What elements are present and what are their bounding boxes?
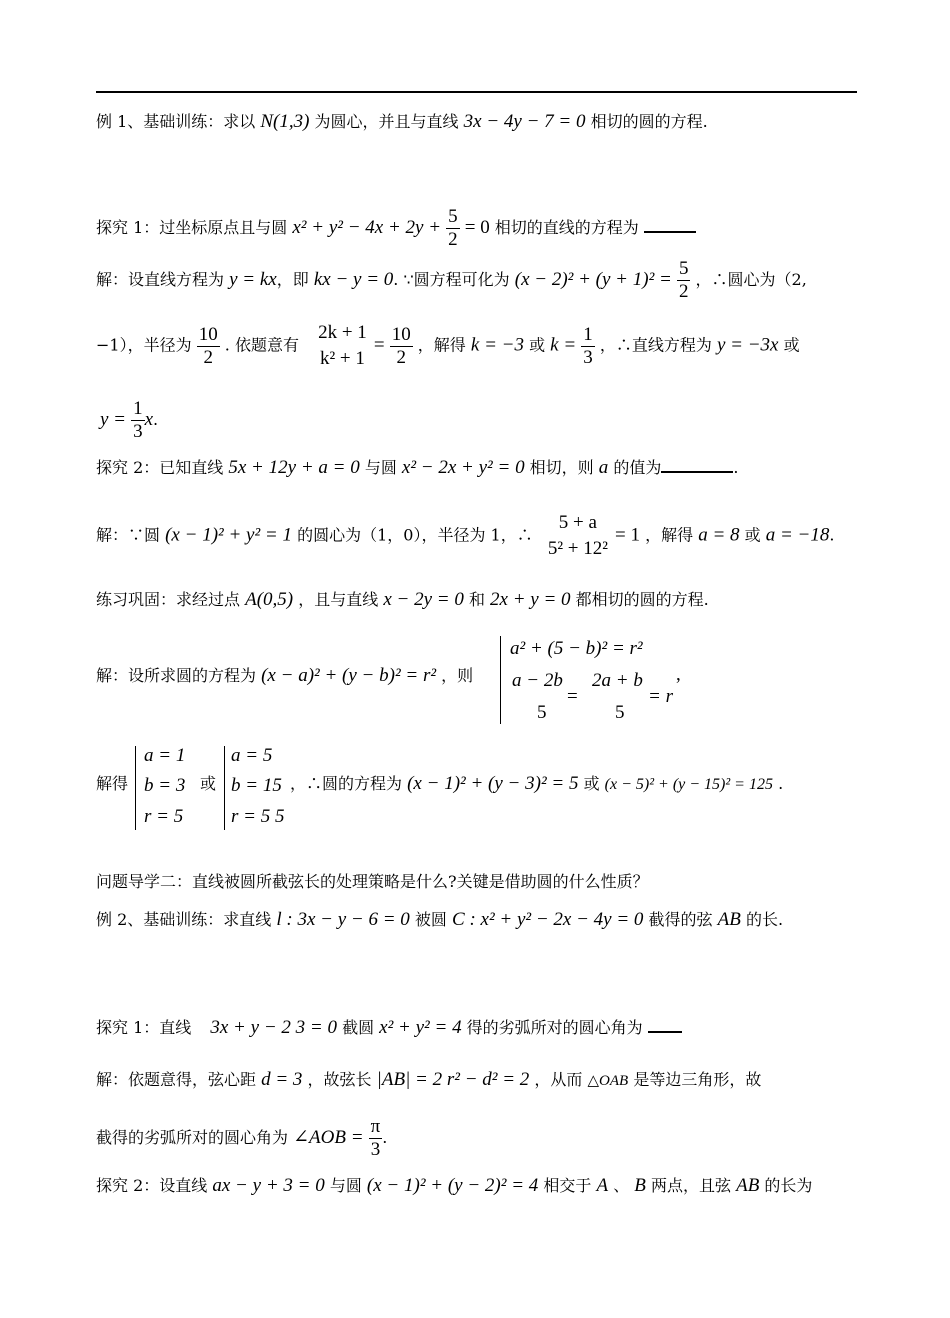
pr-s2b: b = 15 (231, 775, 282, 796)
t1-circle: x² + y² − 4x + 2y + (292, 217, 442, 238)
result-or (200, 772, 216, 796)
solution-2 (96, 512, 834, 560)
ex2-e3: AB (717, 909, 741, 930)
ex2-e2: C : x² + y² − 2x − 4y = 0 (452, 909, 644, 930)
p1-c: 和 (468, 590, 485, 609)
t4-e3: A (596, 1175, 609, 1196)
s2-b: 的圆心为（1，0），半径为 1，∴ (297, 525, 533, 545)
s2-fd: 5² + 12² (547, 538, 608, 559)
t4-d: 、 (613, 1176, 630, 1195)
ps-sys3b: 5 (615, 702, 625, 723)
s1c-dot: . (153, 410, 159, 429)
t3-c: 得的劣弧所对的圆心角为 (466, 1018, 643, 1037)
ex1-suffix: 相切的圆的方程. (590, 112, 708, 131)
s3-e2: |AB| = 2 r² − d² = 2 (376, 1069, 530, 1090)
s1c-e1: y = (100, 409, 127, 430)
t3-b: 截圆 (342, 1018, 375, 1037)
t4-f: 的长为 (764, 1176, 813, 1195)
t2-e3: a (598, 457, 609, 478)
s3-e3: △OAB (587, 1073, 629, 1089)
solution-1-line3 (100, 398, 158, 443)
pr-c: 或 (583, 774, 600, 793)
s3-b: ，故弦长 (307, 1070, 372, 1089)
t1-eq0: = 0 (464, 217, 490, 238)
pr-s2a: a = 5 (231, 745, 273, 766)
s1b-distance (316, 322, 369, 370)
ps-comma: , (676, 664, 681, 685)
answer-blank (661, 457, 733, 473)
pr-s2c: r = 5 5 (231, 806, 285, 827)
pr-s1c: r = 5 (144, 806, 184, 827)
t2-e2: x² − 2x + y² = 0 (401, 457, 525, 478)
pr-d: . (778, 774, 784, 793)
ex1-mid: 为圆心，并且与直线 (314, 112, 459, 131)
s1b-e2: k = (550, 334, 577, 356)
solution-1-line1 (96, 258, 807, 303)
t3-e2: x² + y² = 4 (379, 1017, 462, 1038)
s1b-k-den: k² + 1 (319, 348, 365, 369)
t1-fraction (446, 206, 460, 251)
s1c-fd: 3 (133, 421, 143, 442)
q2-text: 问题导学二：直线被圆所截弦长的处理策略是什么?关键是借助圆的什么性质？ (96, 872, 649, 891)
s1-fraction (677, 258, 691, 303)
result-equations (290, 772, 783, 797)
s1b-rr-den: 2 (396, 346, 406, 368)
s2-e2: a = 8 (698, 524, 740, 546)
s1b-c: ，解得 (417, 335, 466, 355)
s3b-fn: π (370, 1116, 381, 1137)
pr-e1: (x − 1)² + (y − 3)² = 5 (407, 773, 579, 794)
s2-e1: (x − 1)² + y² = 1 (165, 524, 292, 546)
p1-b: ，且与直线 (298, 590, 379, 609)
s1c-fraction (131, 398, 145, 443)
ex2-b: 被圆 (414, 910, 447, 929)
explore-4 (96, 1174, 812, 1198)
s2-e3: a = −18 (765, 524, 830, 546)
s3-e1: d = 3 (261, 1069, 303, 1090)
question-2 (96, 870, 649, 894)
t1-label: 探究 1：过坐标原点且与圆 (96, 218, 288, 237)
t4-e1: ax − y + 3 = 0 (212, 1175, 325, 1196)
p1-e3: 2x + y = 0 (490, 589, 571, 610)
s1b-d: 或 (529, 335, 546, 355)
s1b-k-frac (581, 324, 595, 369)
result-brace-2 (224, 746, 225, 830)
t2-e: . (733, 458, 739, 477)
system-brace (500, 636, 501, 724)
ex1-point: N(1,3) (260, 111, 310, 132)
p1-e1: A(0,5) (245, 589, 294, 610)
ex1-prefix: 例 1、基础训练：求以 (96, 112, 256, 131)
s1-e3: (x − 2)² + (y + 1)² = (514, 269, 672, 290)
t3-e1: 3x + y − 2 3 = 0 (210, 1017, 337, 1038)
s1b-k-num: 2k + 1 (318, 322, 367, 343)
ex2-e1: l : 3x − y − 6 = 0 (276, 909, 410, 930)
ps-sys2c: = r (648, 686, 673, 707)
s2-a: 解：∵圆 (96, 525, 161, 545)
s1b-rr-num: 10 (391, 323, 411, 345)
s3-d: 是等边三角形，故 (633, 1070, 762, 1089)
s3b-fd: 3 (370, 1139, 381, 1160)
example-1 (96, 110, 708, 134)
s2-fn: 5 + a (558, 512, 597, 533)
s2-c: ，解得 (645, 525, 694, 545)
t4-c: 相交于 (543, 1176, 592, 1195)
example-2 (96, 908, 783, 932)
s1c-e2: x (144, 409, 154, 430)
ps-sys2eq: = (567, 686, 578, 707)
ps-b: ，则 (441, 666, 474, 685)
t4-b: 与圆 (329, 1176, 362, 1195)
p1-e2: x − 2y = 0 (383, 589, 464, 610)
answer-blank (644, 217, 696, 233)
ps-sys3a: 5 (537, 702, 547, 723)
t4-e4: B (634, 1175, 646, 1196)
s1b-b: . 依题意有 (224, 335, 299, 355)
explore-3 (96, 1016, 682, 1040)
s1-c: . ∵圆方程可化为 (393, 270, 510, 289)
s1b-e1: k = −3 (470, 334, 524, 356)
t4-e: 两点，且弦 (651, 1176, 732, 1195)
explore-1 (96, 206, 696, 251)
s1-a: 解：设直线方程为 (96, 270, 225, 289)
practice-solution (96, 664, 473, 688)
pr-e2: (x − 5)² + (y − 15)² = 125 (604, 776, 773, 793)
s1b-f: 或 (783, 335, 800, 355)
answer-blank (648, 1017, 682, 1033)
s1b-a: −1），半径为 (96, 335, 192, 355)
ps-sys2a: a − 2b (512, 670, 563, 691)
ex2-c: 截得的弦 (648, 910, 713, 929)
t1-frac-den: 2 (448, 229, 458, 250)
ex2-a: 例 2、基础训练：求直线 (96, 910, 272, 929)
t2-d: 的值为 (613, 458, 662, 477)
s3b-dot: . (382, 1128, 388, 1147)
ps-sys2b: 2a + b (592, 670, 643, 691)
t4-e5: AB (736, 1175, 760, 1196)
explore-2 (96, 456, 738, 480)
s2-d: 或 (744, 525, 761, 545)
p1-a: 练习巩固：求经过点 (96, 590, 241, 609)
pr-s1b: b = 3 (144, 775, 186, 796)
s3-a: 解：依题意得，弦心距 (96, 1070, 257, 1089)
s1c-fn: 1 (133, 398, 143, 419)
s1b-e3: y = −3x (716, 334, 779, 356)
s1-b: ，即 (276, 270, 309, 289)
s1-e2: kx − y = 0 (313, 269, 394, 290)
t4-a: 探究 2：设直线 (96, 1176, 208, 1195)
p1-d: 都相切的圆的方程. (575, 590, 709, 609)
s1b-e: ，∴直线方程为 (599, 335, 712, 355)
s2-e: . (829, 525, 835, 545)
s2-fraction (546, 512, 610, 560)
s1-fd: 2 (678, 281, 689, 302)
s1-fn: 5 (678, 258, 689, 279)
t1-frac-num: 5 (448, 206, 458, 227)
s1b-rr (390, 324, 413, 369)
t4-e2: (x − 1)² + (y − 2)² = 4 (366, 1175, 539, 1196)
pr-s1a: a = 1 (144, 745, 186, 766)
result-label (96, 772, 128, 796)
s3-c: ，从而 (534, 1070, 583, 1089)
header-rule (96, 91, 857, 93)
t2-a: 探究 2：已知直线 (96, 458, 224, 477)
s1-e1: y = kx (229, 269, 277, 290)
result-brace-1 (135, 746, 136, 830)
s2-eq: = 1 (615, 524, 640, 546)
s1b-radius (197, 324, 220, 369)
ex1-line: 3x − 4y − 7 = 0 (463, 111, 586, 132)
s3b-a: 截得的劣弧所对的圆心角为 (96, 1128, 289, 1147)
t2-b: 与圆 (364, 458, 397, 477)
ex2-d: 的长. (745, 910, 784, 929)
solution-1-line2 (96, 322, 800, 370)
s1b-kn: 1 (583, 323, 593, 345)
t2-e1: 5x + 12y + a = 0 (228, 457, 360, 478)
t1-suffix: 相切的直线的方程为 (494, 218, 639, 237)
s1b-r-num: 10 (198, 323, 218, 345)
t2-c: 相切，则 (529, 458, 594, 477)
t3-a: 探究 1：直线 (96, 1018, 192, 1037)
pr-a: 解得 (96, 774, 129, 793)
s3b-fraction (369, 1116, 383, 1161)
solution-3-line2 (96, 1116, 387, 1161)
pr-b: ，∴圆的方程为 (290, 774, 403, 793)
ps-sys1: a² + (5 − b)² = r² (510, 638, 643, 659)
pr-or: 或 (200, 774, 217, 793)
s1b-kd: 3 (583, 346, 593, 368)
practice (96, 588, 709, 612)
solution-3 (96, 1068, 761, 1093)
s3b-e1: ∠AOB = (293, 1127, 364, 1148)
s1b-r-den: 2 (203, 346, 213, 368)
s1-d: ，∴圆心为（2, (695, 270, 807, 289)
ps-e1: (x − a)² + (y − b)² = r² (261, 665, 437, 686)
ps-a: 解：设所求圆的方程为 (96, 666, 257, 685)
s1b-eqs: = (373, 334, 385, 356)
